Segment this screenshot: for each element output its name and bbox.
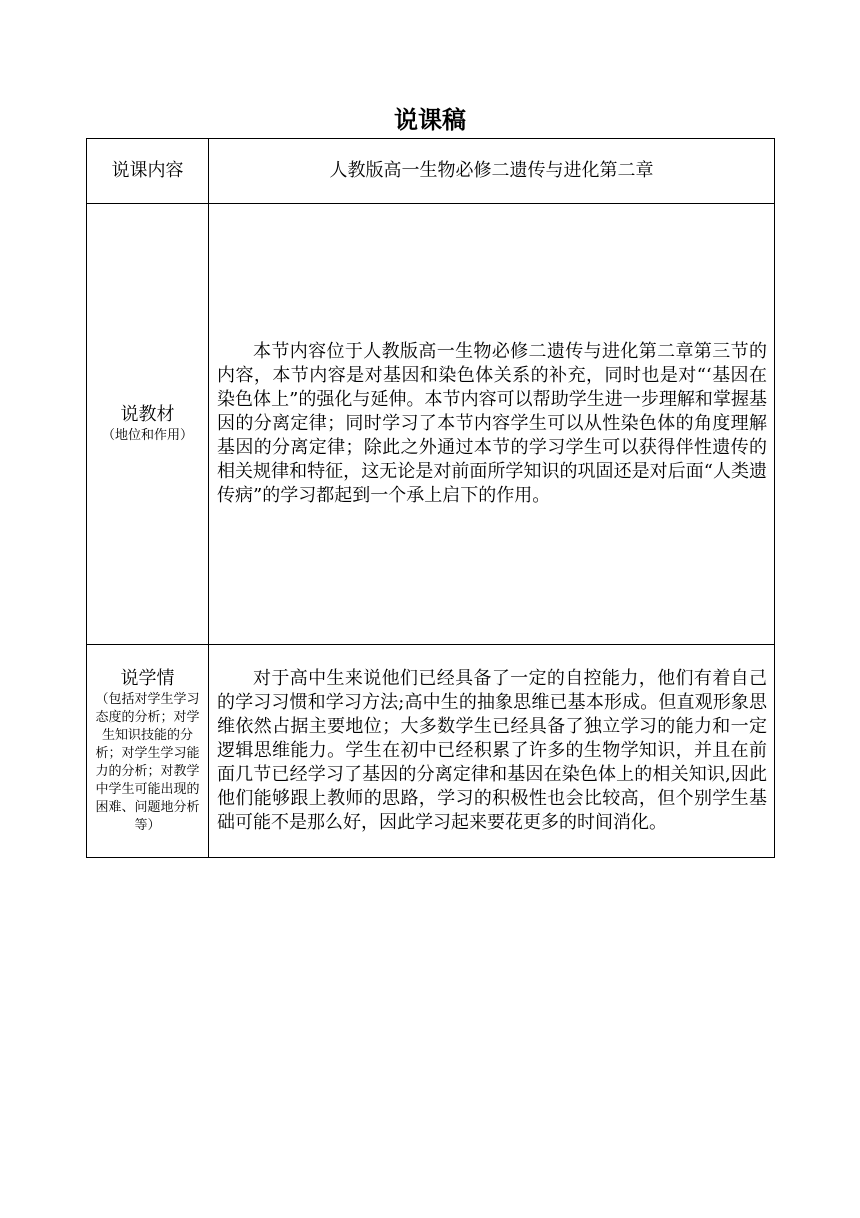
table-row-material — [87, 204, 775, 645]
table-row-students — [87, 645, 775, 858]
content-label-cell — [87, 139, 209, 204]
content-value: 人教版高一生物必修二遗传与进化第二章 — [329, 160, 654, 181]
material-sublabel: （地位和作用） — [101, 428, 193, 443]
material-label: 说教材 — [120, 404, 175, 425]
material-paragraph: 本节内容位于人教版高一生物必修二遗传与进化第二章第三节的内容，本节内容是对基因和染色体关系的补充，同时也是对“‘基因在染色体上”的强化与延伸。本节内容可以帮助学生进一步理解和掌握基因的分离定律；同时学习了本节内容学生可以从性染色体的角度理解基因的分离定律；除此之外通过本节的学习学生可以获得伴性遗传的相关规律和特征，这无论是对前面所学知识的巩固还是对后面“人类遗传病”的学习都起到一个承上启下的作用。 — [217, 341, 767, 506]
material-text-cell — [209, 204, 775, 645]
students-paragraph: 对于高中生来说他们已经具备了一定的自控能力，他们有着自己的学习习惯和学习方法;高中生的抽象思维已基本形成。但直观形象思维依然占据主要地位；大多数学生已经具备了独立学习的能力和一定逻辑思维能力。学生在初中已经积累了许多的生物学知识，并且在前面几节已经学习了基因的分离定律和基因在染色体上的相关知识,因此他们能够跟上教师的思路，学习的积极性也会比较高，但个别学生基础可能不是那么好，因此学习起来要花更多的时间消化。 — [217, 668, 767, 833]
material-label-cell — [87, 204, 209, 645]
content-value-cell — [209, 139, 775, 204]
students-sublabel: （包括对学生学习态度的分析；对学生知识技能的分析；对学生学习能力的分析；对教学中学生可能出现的困难、问题地分析等） — [95, 692, 200, 833]
students-label: 说学情 — [120, 668, 175, 689]
students-label-cell — [87, 645, 209, 858]
table-row-content — [87, 139, 775, 204]
content-label: 说课内容 — [111, 160, 184, 181]
students-text-cell — [209, 645, 775, 858]
page-title: 说课稿 — [394, 106, 466, 134]
lesson-plan-table — [86, 138, 775, 858]
